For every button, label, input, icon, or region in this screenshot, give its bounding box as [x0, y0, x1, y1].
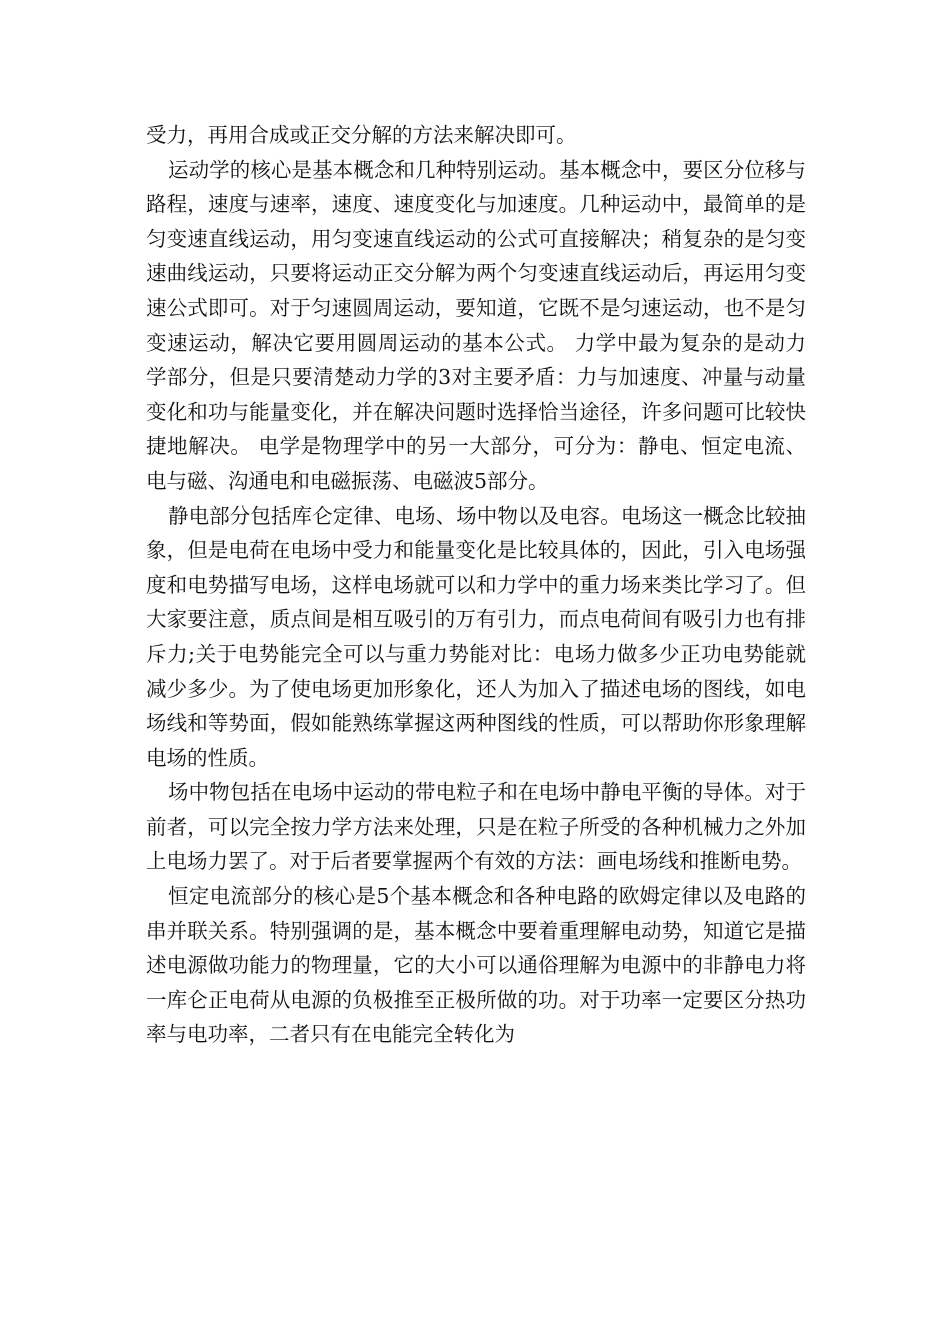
paragraph-kinematics: 运动学的核心是基本概念和几种特别运动。基本概念中，要区分位移与路程，速度与速率，速度、速度变化与加速度。几种运动中，最简单的是匀变速直线运动，用匀变速直线运动的公式可直接解决；稍复杂的是匀变速曲线运动，只要将运动正交分解为两个匀变速直线运动后，再运用匀变速公式即可。对于匀速圆周运动，要知道，它既不是匀速运动，也不是匀变速运动，解决它要用圆周运动的基本公式。 力学中最为复杂的是动力学部分，但是只要清楚动力学的3对主要矛盾：力与加速度、冲量与动量变化和功与能量变化，并在解决问题时选择恰当途径，许多问题可比较快捷地解决。 电学是物理学中的另一大部分，可分为：静电、恒定电流、电与磁、沟通电和电磁振荡、电磁波5部分。	[146, 157, 806, 493]
paragraph-continuation: 受力，再用合成或正交分解的方法来解决即可。	[146, 123, 577, 147]
document-body	[146, 118, 806, 1052]
paragraph-steady-current: 恒定电流部分的核心是5个基本概念和各种电路的欧姆定律以及电路的串并联关系。特别强调的是，基本概念中要着重理解电动势，知道它是描述电源做功能力的物理量，它的大小可以通俗理解为电源中的非静电力将一库仑正电荷从电源的负极推至正极所做的功。对于功率一定要区分热功率与电功率，二者只有在电能完全转化为	[146, 884, 806, 1047]
paragraph-electrostatics: 静电部分包括库仑定律、电场、场中物以及电容。电场这一概念比较抽象，但是电荷在电场中受力和能量变化是比较具体的，因此，引入电场强度和电势描写电场，这样电场就可以和力学中的重力场来类比学习了。但大家要注意，质点间是相互吸引的万有引力，而点电荷间有吸引力也有排斥力;关于电势能完全可以与重力势能对比：电场力做多少正功电势能就减少多少。为了使电场更加形象化，还人为加入了描述电场的图线，如电场线和等势面，假如能熟练掌握这两种图线的性质，可以帮助你形象理解电场的性质。	[146, 503, 806, 770]
paragraph-field-objects: 场中物包括在电场中运动的带电粒子和在电场中静电平衡的导体。对于前者，可以完全按力学方法来处理，只是在粒子所受的各种机械力之外加上电场力罢了。对于后者要掌握两个有效的方法：画电场线和推断电势。	[146, 780, 806, 874]
